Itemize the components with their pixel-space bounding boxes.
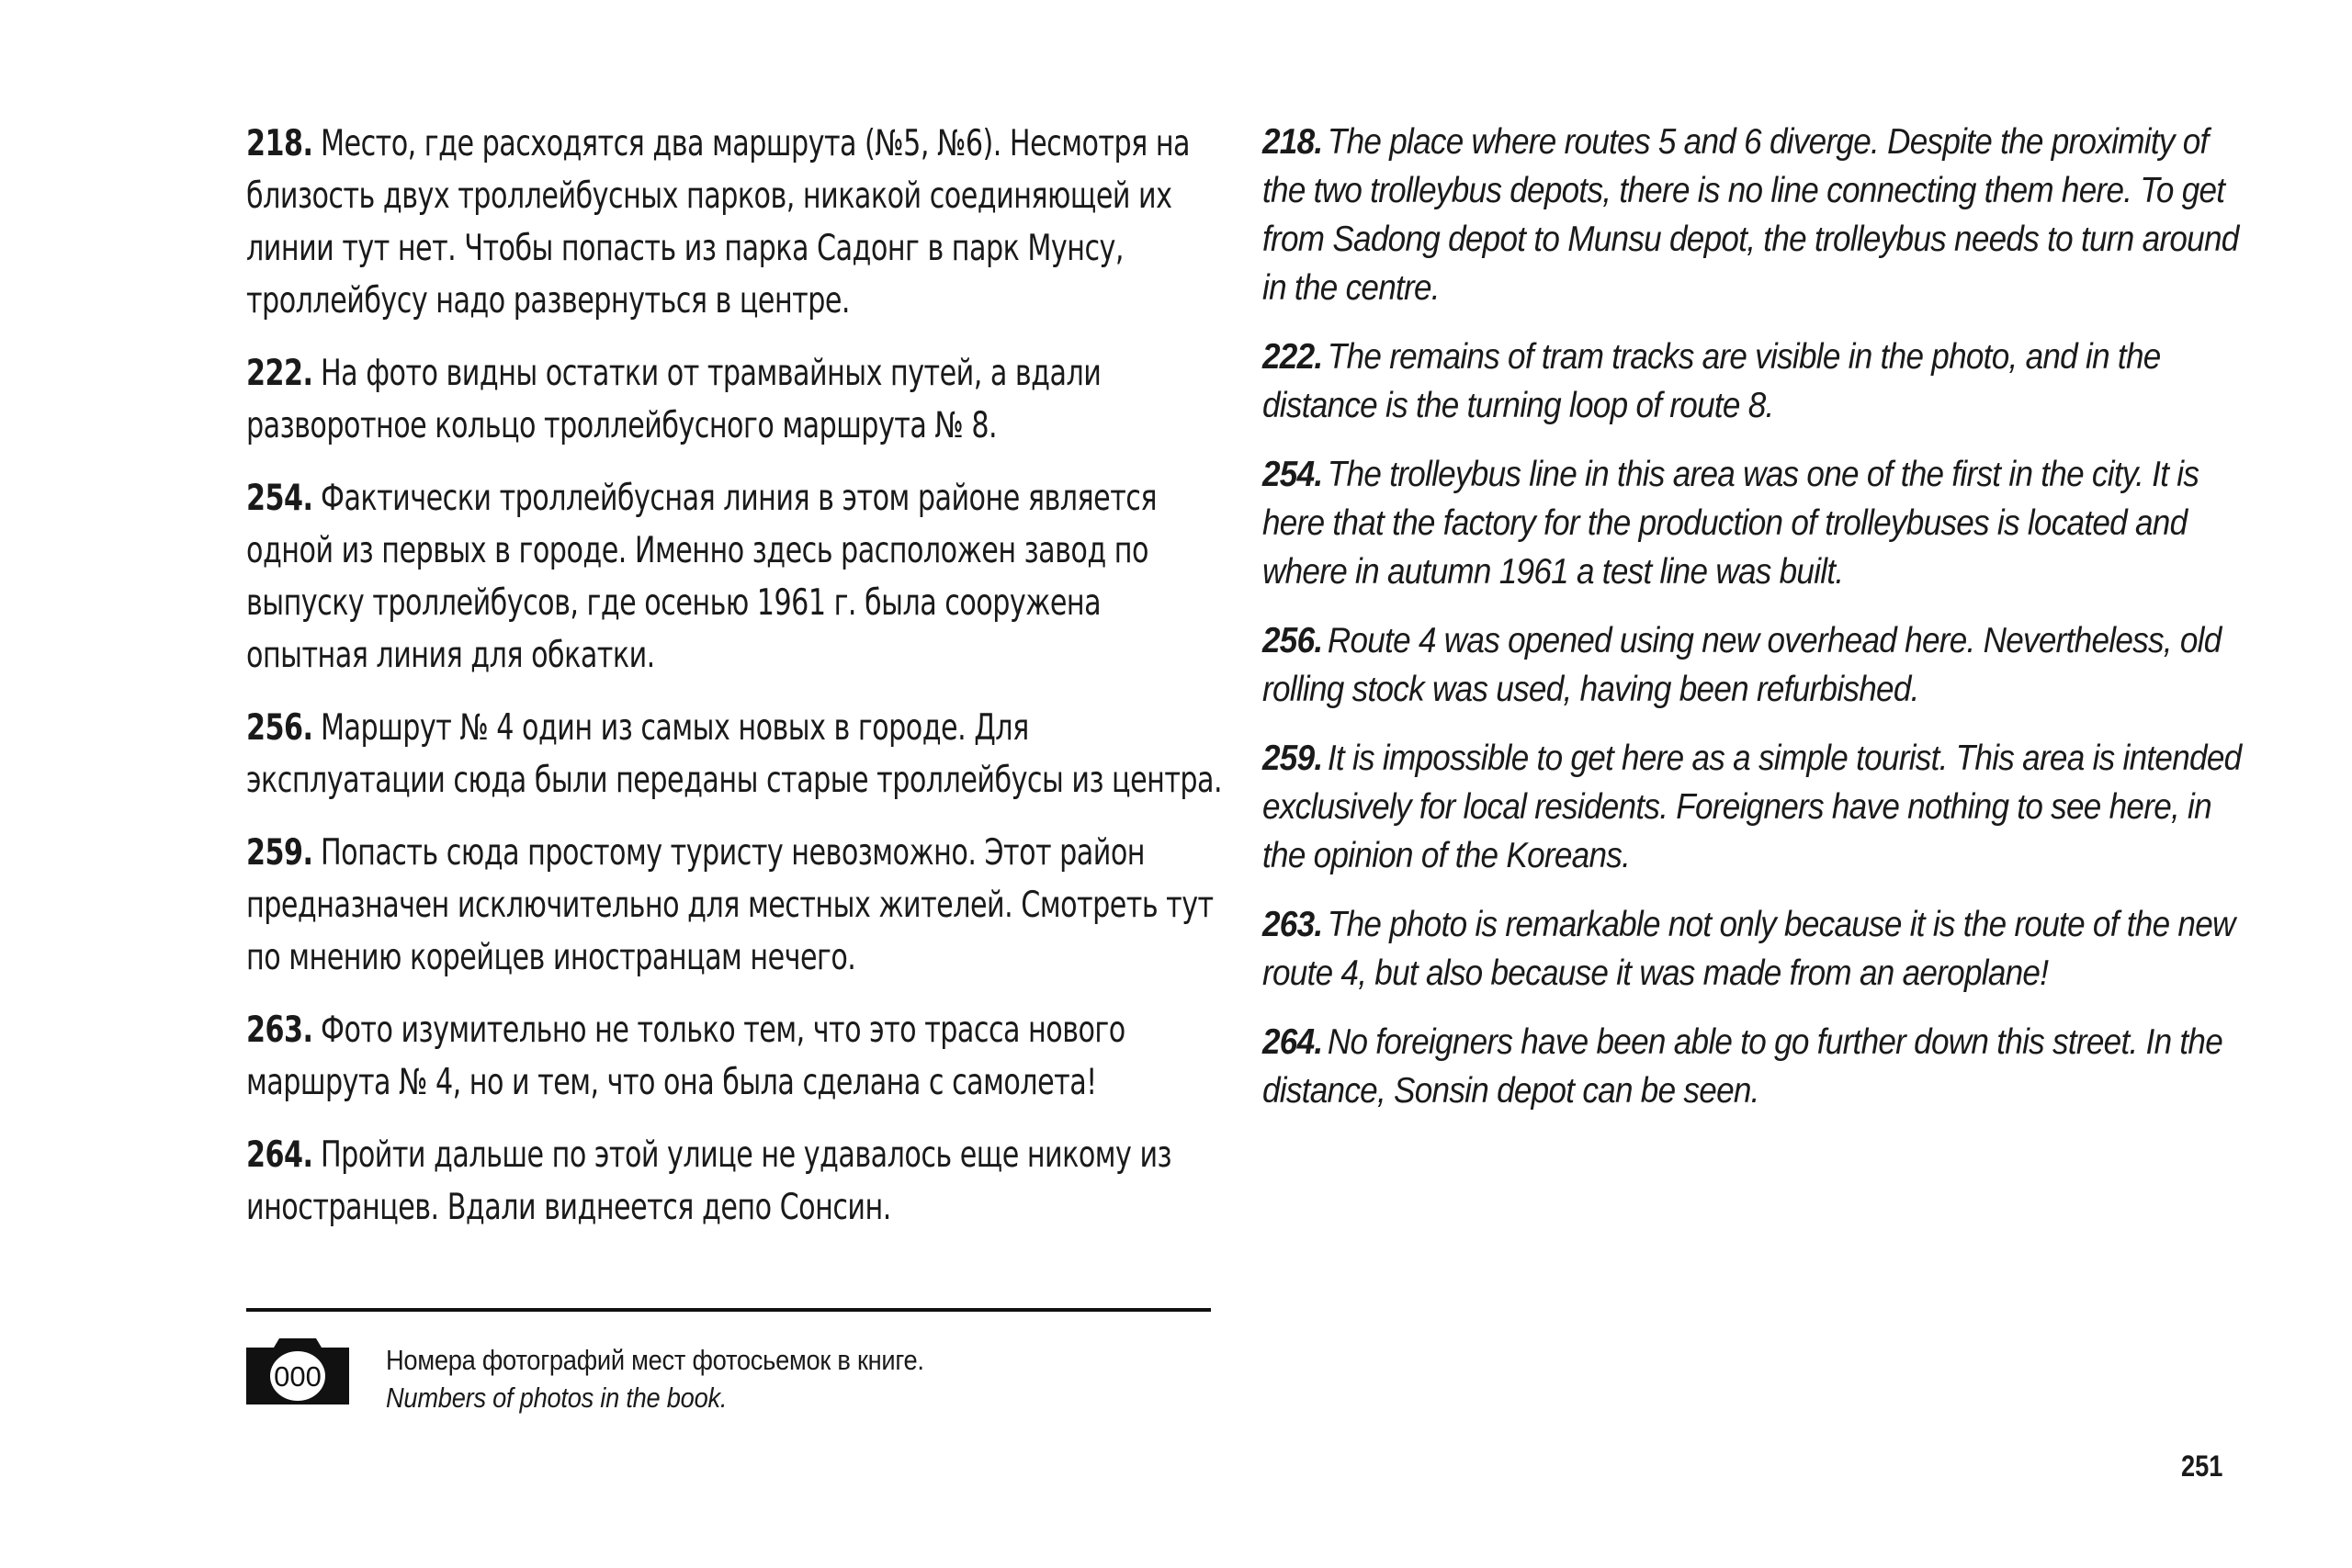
photo-number: 264. (1262, 1022, 1323, 1062)
en-paragraph (1262, 333, 2255, 430)
photo-number: 259. (246, 832, 313, 874)
paragraph-text: На фото видны остатки от трамвайных путей, а вдали разворотное кольцо троллейбусного маршрута № 8. (246, 353, 1102, 446)
legend-text (386, 1341, 924, 1416)
paragraph-text: Попасть сюда простому туристу невозможно. Этот район предназначен исключительно для местных жителей. Смотреть тут по мнению корейцев иностранцам нечего. (246, 832, 1214, 978)
ru-paragraph (246, 827, 1226, 984)
page-number: 251 (2181, 1450, 2223, 1483)
en-paragraph (1262, 450, 2255, 596)
photo-number: 254. (1262, 455, 1323, 494)
legend-english: Numbers of photos in the book. (386, 1382, 728, 1414)
ru-paragraph (246, 118, 1226, 327)
camera-icon (246, 1337, 349, 1404)
paragraph-text: No foreigners have been able to go further down this street. In the distance, Sonsin depot can be seen. (1262, 1022, 2223, 1111)
photo-number: 222. (1262, 337, 1323, 377)
en-paragraph (1262, 616, 2255, 714)
ru-paragraph (246, 1129, 1226, 1234)
english-column (1262, 118, 2242, 1135)
divider (246, 1308, 1211, 1312)
photo-number: 263. (1262, 905, 1323, 944)
ru-paragraph (246, 1004, 1226, 1109)
photo-number: 218. (1262, 122, 1323, 162)
paragraph-text: Фото изумительно не только тем, что это трасса нового маршрута № 4, но и тем, что она была сделана с самолета! (246, 1010, 1125, 1103)
photo-number: 254. (246, 478, 313, 519)
paragraph-text: The trolleybus line in this area was one of the first in the city. It is here that the factory for the production of trolleybuses is located and where in autumn 1961 a test line was built. (1262, 455, 2199, 592)
ru-paragraph (246, 702, 1226, 807)
paragraph-text: Route 4 was opened using new overhead here. Nevertheless, old rolling stock was used, having been refurbished. (1262, 621, 2222, 709)
paragraph-text: Фактически троллейбусная линия в этом районе является одной из первых в городе. Именно здесь расположен завод по выпуску троллейбусов, где осенью 1961 г. была сооружена опытная линия для обкатки. (246, 478, 1157, 676)
photo-number: 256. (246, 707, 313, 749)
camera-icon-label: 000 (274, 1360, 322, 1393)
ru-paragraph (246, 472, 1226, 682)
photo-number: 256. (1262, 621, 1323, 660)
paragraph-text: It is impossible to get here as a simple tourist. This area is intended exclusively for local residents. Foreigners have nothing to see here, in the opinion of the Koreans. (1262, 739, 2242, 875)
en-paragraph (1262, 1018, 2255, 1115)
russian-column (246, 118, 1223, 1254)
photo-number: 264. (246, 1134, 313, 1176)
en-paragraph (1262, 118, 2255, 312)
photo-number: 259. (1262, 739, 1323, 778)
legend-russian: Номера фотографий мест фотосьемок в книге. (386, 1344, 924, 1376)
photo-number: 222. (246, 353, 313, 394)
paragraph-text: The place where routes 5 and 6 diverge. Despite the proximity of the two trolleybus depots, there is no line connecting them here. To get from Sadong depot to Munsu depot, the trolleybus needs to turn around in the centre. (1262, 122, 2239, 308)
paragraph-text: The remains of tram tracks are visible in the photo, and in the distance is the turning loop of route 8. (1262, 337, 2161, 425)
paragraph-text: The photo is remarkable not only because it is the route of the new route 4, but also because it was made from an aeroplane! (1262, 905, 2235, 993)
en-paragraph (1262, 734, 2255, 880)
paragraph-text: Пройти дальше по этой улице не удавалось еще никому из иностранцев. Вдали виднеется депо Сонсин. (246, 1134, 1172, 1228)
paragraph-text: Место, где расходятся два маршрута (№5, №6). Несмотря на близость двух троллейбусных парков, никакой соединяющей их линии тут нет. Чтобы попасть из парка Садонг в парк Мунсу, троллейбусу надо развернуться в центре. (246, 123, 1191, 321)
en-paragraph (1262, 900, 2255, 998)
photo-number: 218. (246, 123, 313, 164)
paragraph-text: Маршрут № 4 один из самых новых в городе. Для эксплуатации сюда были переданы старые троллейбусы из центра. (246, 707, 1223, 801)
photo-number: 263. (246, 1010, 313, 1051)
ru-paragraph (246, 347, 1226, 452)
